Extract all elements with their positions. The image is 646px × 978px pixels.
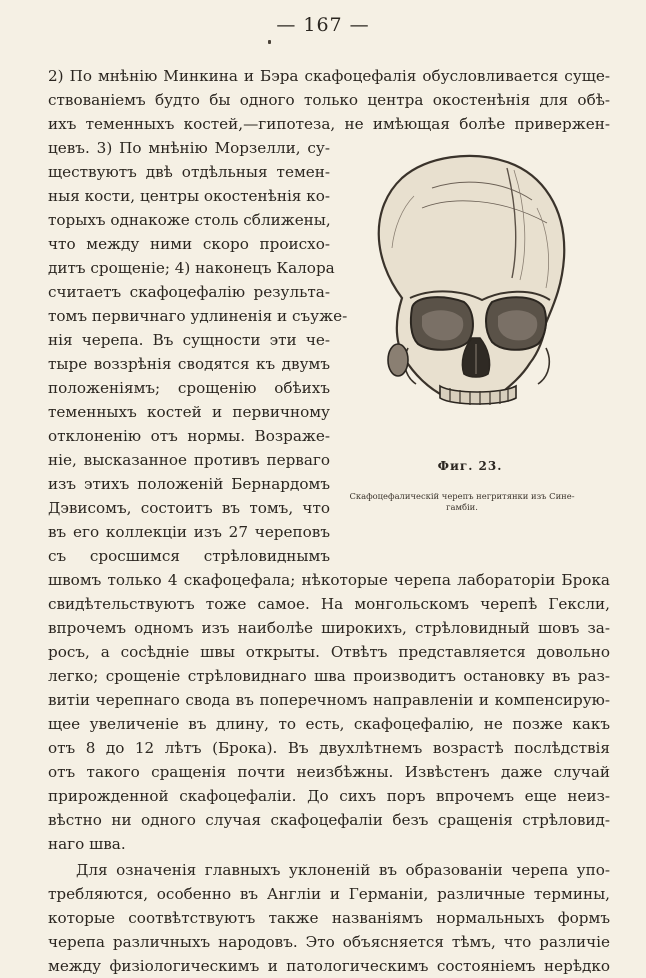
text-line: 2) По мнѣнію Минкина и Бэра скафоцефалія обусловливается суще- <box>48 67 610 85</box>
text-line: теменныхъ костей и первичному <box>48 403 330 421</box>
page-number: — 167 — <box>276 14 370 36</box>
text-line: прирожденной скафоцефаліи. До сихъ поръ впрочемъ еще неиз- <box>48 787 610 805</box>
figure-caption: Фиг. 23. <box>437 459 503 473</box>
text-line: вѣстно ни одного случая скафоцефаліи безъ сращенія стрѣловид- <box>48 811 610 829</box>
text-line: отъ такого сращенія почти неизбѣжны. Извѣстенъ даже случай <box>48 763 610 781</box>
text-line: изъ этихъ положеній Бернардомъ <box>48 475 330 493</box>
text-line: отъ 8 до 12 лѣтъ (Брока). Въ двухлѣтнемъ возрастѣ послѣдствія <box>48 739 610 757</box>
text-line: Дэвисомъ, состоитъ въ томъ, что <box>48 499 330 517</box>
text-line: нія черепа. Въ сущности эти че- <box>48 331 330 349</box>
print-mark <box>268 40 271 44</box>
text-line: что между ними скоро происхо- <box>48 235 330 253</box>
text-line: ществуютъ двѣ отдѣльныя темен- <box>48 163 330 181</box>
text-line: требляются, особенно въ Англіи и Германіи, различные термины, <box>48 885 610 903</box>
text-line: ствованіемъ будто бы одного только центра окостенѣнія для обѣ- <box>48 91 610 109</box>
figure-description-line: Скафоцефалическій черепъ негритянки изъ Сине- <box>349 491 575 501</box>
text-line: Для означенія главныхъ уклоненій въ образованіи черепа упо- <box>76 861 610 879</box>
text-line: витіи черепнаго свода въ поперечномъ направленіи и компенсирую- <box>48 691 610 709</box>
text-line: цевъ. 3) По мнѣнію Морзелли, су- <box>48 139 330 157</box>
text-line: ихъ теменныхъ костей,—гипотеза, не имѣющая болѣе привержен- <box>48 115 610 133</box>
skull-illustration <box>332 148 602 412</box>
text-line: дитъ срощеніе; 4) наконецъ Калора <box>48 259 335 277</box>
skull-icon <box>332 148 602 412</box>
text-line: черепа различныхъ народовъ. Это объясняется тѣмъ, что различіе <box>48 933 610 951</box>
text-line: томъ первичнаго удлиненія и съуже- <box>48 307 348 325</box>
text-line: росъ, а сосѣдніе швы открыты. Отвѣтъ представляется довольно <box>48 643 610 661</box>
text-line: отклоненію отъ нормы. Возраже- <box>48 427 330 445</box>
text-line: между физіологическимъ и патологическимъ состояніемъ нерѣдко <box>48 957 610 975</box>
text-line: наго шва. <box>48 835 126 853</box>
text-line: положеніямъ; срощенію обѣихъ <box>48 379 330 397</box>
text-line: швомъ только 4 скафоцефала; нѣкоторые черепа лабораторіи Брока <box>48 571 610 589</box>
text-line: въ его коллекціи изъ 27 череповъ <box>48 523 330 541</box>
text-line: ніе, высказанное противъ перваго <box>48 451 330 469</box>
text-line: впрочемъ одномъ изъ наиболѣе широкихъ, стрѣловидный шовъ за- <box>48 619 610 637</box>
text-line: которые соотвѣтствуютъ также названіямъ нормальныхъ формъ <box>48 909 610 927</box>
text-line: щее увеличеніе въ длину, то есть, скафоцефалію, не позже какъ <box>48 715 610 733</box>
text-line: легко; срощеніе стрѣловиднаго шва производитъ остановку въ раз- <box>48 667 610 685</box>
figure-description <box>312 491 612 513</box>
text-line: считаетъ скафоцефалію результа- <box>48 283 330 301</box>
figure-description-line: гамбіи. <box>446 502 478 512</box>
text-line: тыре воззрѣнія сводятся къ двумъ <box>48 355 330 373</box>
text-line: торыхъ однакоже столь сближены, <box>48 211 331 229</box>
text-line: ныя кости, центры окостенѣнія ко- <box>48 187 330 205</box>
text-line: свидѣтельствуютъ тоже самое. На монгольскомъ черепѣ Гексли, <box>48 595 610 613</box>
text-line: съ сросшимся стрѣловиднымъ <box>48 547 330 565</box>
